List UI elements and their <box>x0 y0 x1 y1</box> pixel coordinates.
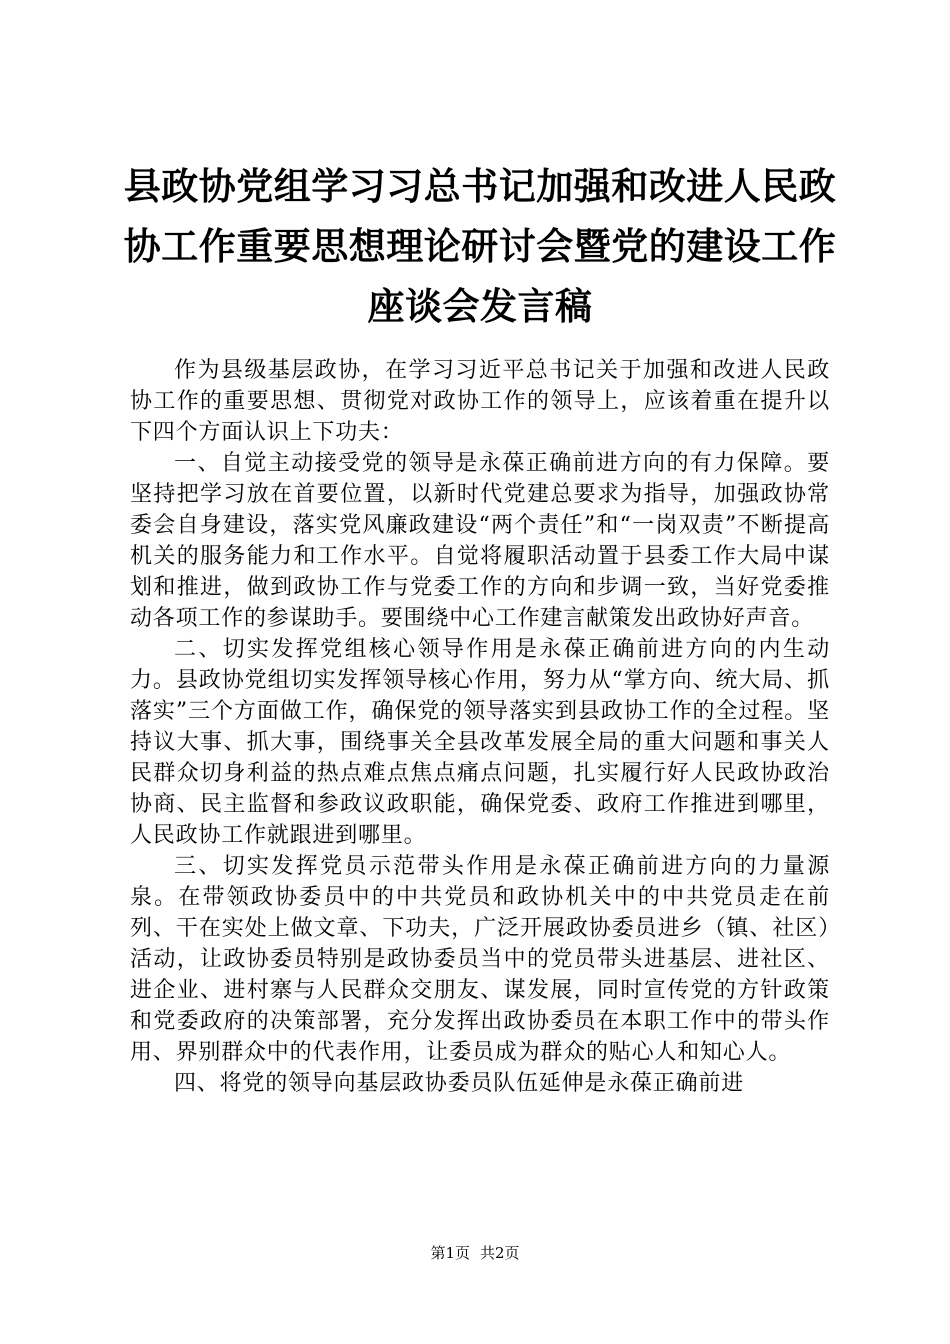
document-body <box>130 355 830 1099</box>
paragraph-point-2: 二、切实发挥党组核心领导作用是永葆正确前进方向的内生动力。县政协党组切实发挥领导核心作用，努力从“掌方向、统大局、抓落实”三个方面做工作，确保党的领导落实到县政协工作的全过程。坚持议大事、抓大事，围绕事关全县改革发展全局的重大问题和事关人民群众切身利益的热点难点焦点痛点问题，扎实履行好人民政协政治协商、民主监督和参政议政职能，确保党委、政府工作推进到哪里，人民政协工作就跟进到哪里。 <box>130 637 830 848</box>
page-footer <box>0 1243 950 1263</box>
paragraph-point-3: 三、切实发挥党员示范带头作用是永葆正确前进方向的力量源泉。在带领政协委员中的中共党员和政协机关中的中共党员走在前列、干在实处上做文章、下功夫，广泛开展政协委员进乡（镇、社区）活动，让政协委员特别是政协委员当中的党员带头进基层、进社区、进企业、进村寨与人民群众交朋友、谋发展，同时宣传党的方针政策和党委政府的决策部署，充分发挥出政协委员在本职工作中的带头作用、界别群众中的代表作用，让委员成为群众的贴心人和知心人。 <box>130 854 830 1065</box>
paragraph-point-1: 一、自觉主动接受党的领导是永葆正确前进方向的有力保障。要坚持把学习放在首要位置，以新时代党建总要求为指导，加强政协常委会自身建设，落实党风廉政建设“两个责任”和“一岗双责”不断提高机关的服务能力和工作水平。自觉将履职活动置于县委工作大局中谋划和推进，做到政协工作与党委工作的方向和步调一致，当好党委推动各项工作的参谋助手。要围绕中心工作建言献策发出政协好声音。 <box>130 451 830 631</box>
page-number-total: 共2页 <box>480 1244 520 1262</box>
page-number-current: 第1页 <box>430 1244 470 1262</box>
document-title: 县政协党组学习习总书记加强和改进人民政协工作重要思想理论研讨会暨党的建设工作座谈会发言稿 <box>123 165 837 328</box>
paragraph-intro: 作为县级基层政协，在学习习近平总书记关于加强和改进人民政协工作的重要思想、贯彻党对政协工作的领导上，应该着重在提升以下四个方面认识上下功夫： <box>130 358 830 445</box>
paragraph-point-4: 四、将党的领导向基层政协委员队伍延伸是永葆正确前进 <box>174 1071 745 1096</box>
